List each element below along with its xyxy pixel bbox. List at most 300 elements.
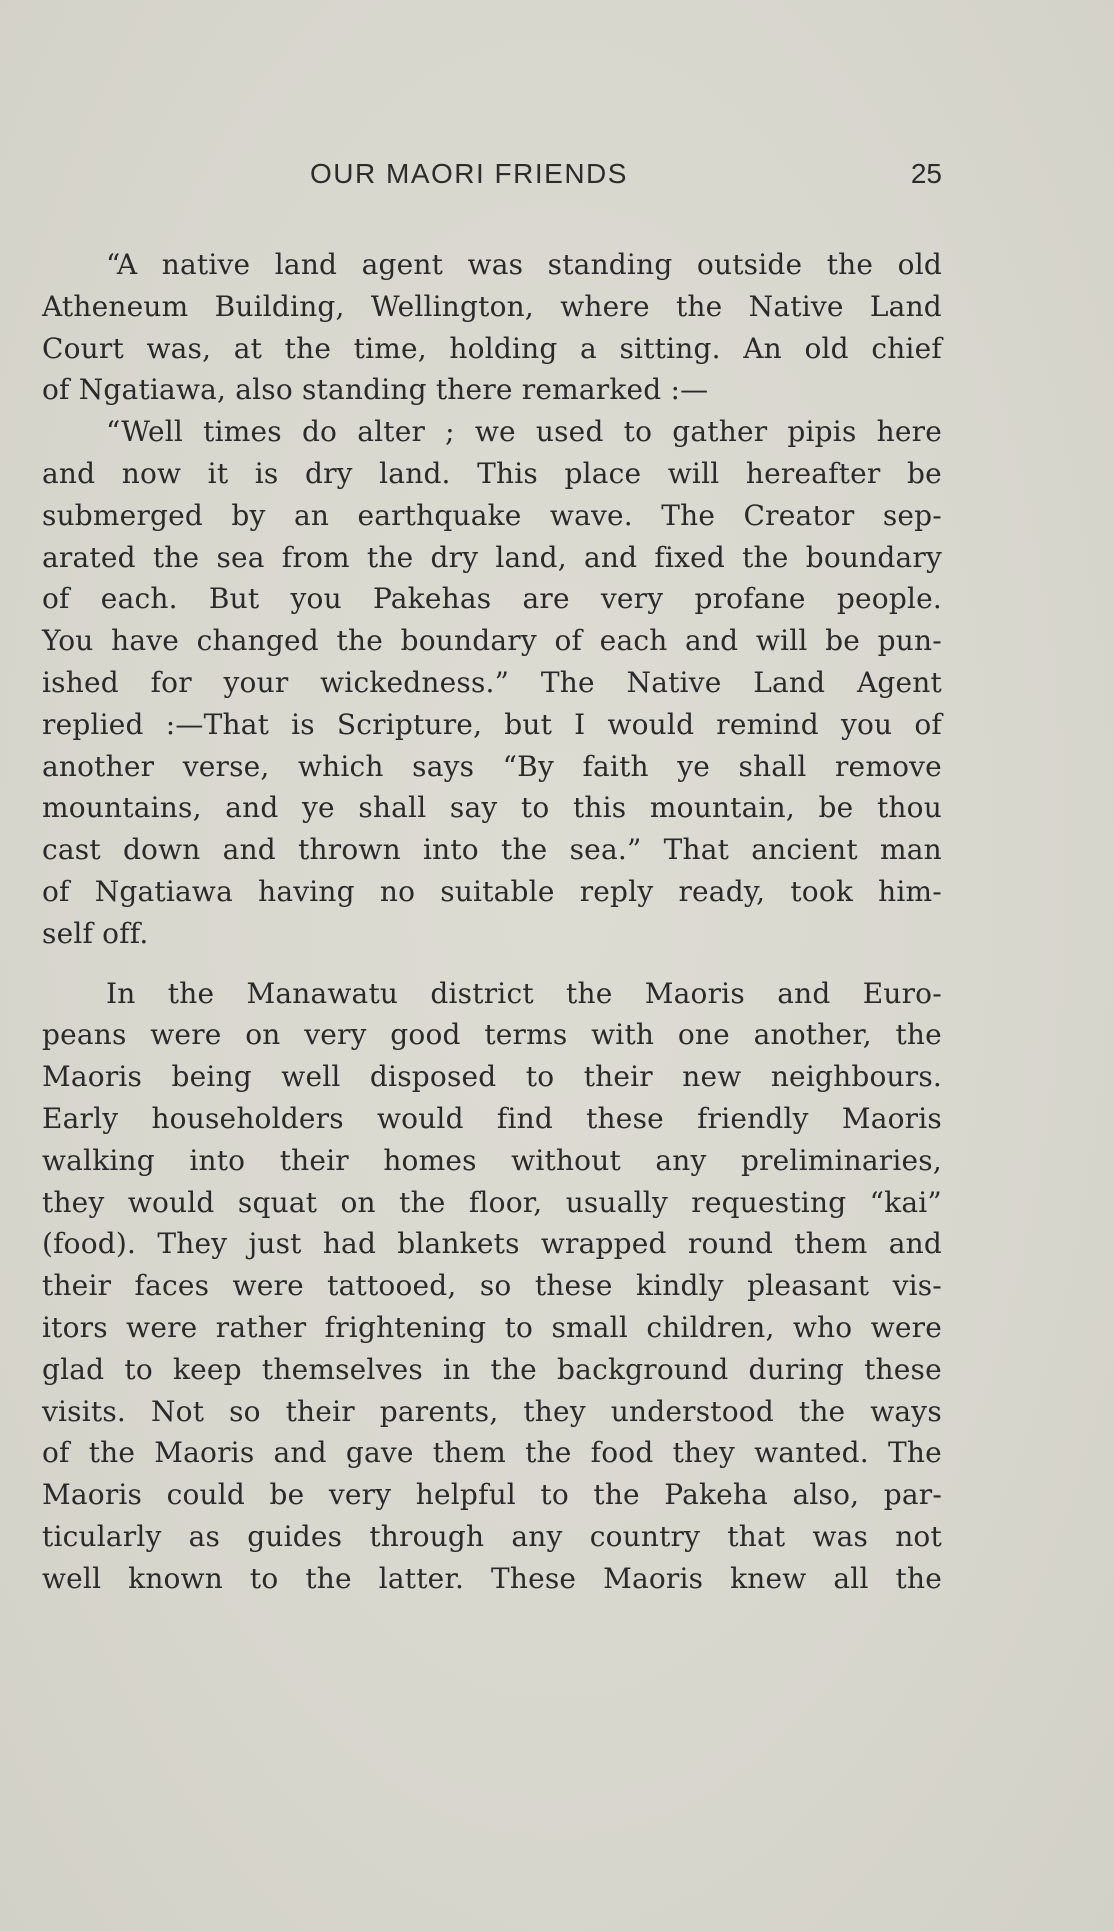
word: arated	[42, 540, 136, 574]
word: would	[376, 1101, 464, 1135]
word: during	[748, 1352, 845, 1386]
word: to	[525, 1060, 555, 1094]
word: the	[593, 1478, 640, 1512]
word: the	[366, 540, 414, 574]
paragraph	[42, 973, 942, 1600]
word: suitable	[440, 874, 555, 908]
word: land,	[495, 540, 567, 574]
word: any	[511, 1519, 563, 1553]
text-line	[42, 704, 942, 746]
text-line: of Ngatiawa, also standing there remarked :—	[42, 373, 709, 407]
word: but	[504, 707, 553, 741]
word: is	[291, 707, 315, 741]
word: glad	[42, 1352, 105, 1386]
word: agent	[361, 248, 444, 281]
word: would	[607, 707, 695, 741]
text-line	[42, 1140, 942, 1182]
word: that	[727, 1519, 786, 1553]
word: floor,	[468, 1185, 543, 1219]
text-line	[42, 328, 942, 370]
word: say	[449, 791, 498, 825]
word: old	[897, 248, 942, 281]
word: friendly	[697, 1101, 809, 1135]
word: land.	[379, 456, 451, 490]
word: we	[474, 415, 516, 449]
word: into	[189, 1143, 246, 1177]
word: cast	[42, 833, 101, 867]
text-line	[42, 286, 942, 328]
word: each	[599, 624, 668, 658]
word: their	[285, 1394, 355, 1428]
word: ways	[870, 1394, 942, 1428]
word: and	[273, 1436, 327, 1470]
word: This	[477, 456, 538, 490]
word: householders	[151, 1101, 344, 1135]
word: alter	[357, 415, 426, 449]
word: tattooed,	[327, 1269, 457, 1303]
text-line	[42, 746, 942, 788]
word: “By	[502, 749, 554, 783]
word: Land	[869, 289, 942, 323]
word: ye	[302, 791, 335, 825]
word: standing	[547, 248, 673, 281]
word: Early	[42, 1101, 119, 1135]
word: They	[157, 1227, 228, 1261]
word: food	[590, 1436, 654, 1470]
word: “kai”	[869, 1185, 942, 1219]
word: will	[667, 456, 720, 490]
word: Maoris	[42, 1060, 143, 1094]
word: were	[232, 1269, 304, 1303]
word: wave.	[549, 498, 633, 532]
word: gave	[345, 1436, 414, 1470]
text-line	[42, 1098, 942, 1140]
word: this	[572, 791, 627, 825]
word: ticularly	[42, 1519, 162, 1553]
word: by	[231, 498, 266, 532]
word: “A	[106, 248, 138, 281]
word: would	[127, 1185, 215, 1219]
word: your	[223, 665, 289, 699]
text-line	[42, 1558, 942, 1600]
word: not	[895, 1519, 942, 1553]
word: was	[467, 248, 524, 281]
word: were	[150, 1018, 222, 1052]
word: knew	[730, 1561, 807, 1595]
word: now	[121, 456, 182, 490]
word: shall	[738, 749, 807, 783]
word: these	[534, 1269, 613, 1303]
word: Agent	[856, 665, 942, 699]
text-line	[42, 620, 942, 662]
word: very	[328, 1478, 392, 1512]
word: ished	[42, 665, 119, 699]
word: the	[895, 1018, 942, 1052]
word: Native	[626, 665, 722, 699]
word: (food).	[42, 1227, 137, 1261]
word: Not	[150, 1394, 205, 1428]
word: I	[574, 707, 586, 741]
word: with	[591, 1018, 655, 1052]
word: “Well	[106, 415, 184, 449]
word: as	[188, 1519, 221, 1553]
word: district	[430, 976, 534, 1010]
word: An	[743, 331, 782, 365]
text-line	[42, 787, 942, 829]
word: another,	[753, 1018, 872, 1052]
text-line	[42, 973, 942, 1015]
word: ancient	[751, 833, 858, 867]
word: Native	[748, 289, 844, 323]
word: having	[258, 874, 355, 908]
word: Maoris	[154, 1436, 255, 1470]
word: vis-	[892, 1269, 942, 1303]
word: blankets	[397, 1227, 520, 1261]
word: for	[150, 665, 192, 699]
word: these	[864, 1352, 942, 1386]
text-line	[42, 537, 942, 579]
text-line	[42, 495, 942, 537]
word: But	[208, 582, 260, 616]
word: took	[790, 874, 854, 908]
word: were	[870, 1310, 942, 1344]
word: squat	[237, 1185, 318, 1219]
word: known	[128, 1561, 224, 1595]
word: You	[42, 624, 94, 658]
word: Court	[42, 331, 124, 365]
text-line	[42, 244, 942, 286]
word: to	[520, 791, 550, 825]
word: to	[504, 1310, 534, 1344]
word: their	[42, 1269, 112, 1303]
word: no	[379, 874, 416, 908]
word: they	[42, 1185, 105, 1219]
word: ready,	[678, 874, 766, 908]
word: wrapped	[540, 1227, 667, 1261]
word: remove	[834, 749, 942, 783]
word: terms	[484, 1018, 568, 1052]
word: do	[301, 415, 338, 449]
word: had	[322, 1227, 377, 1261]
word: was,	[146, 331, 212, 365]
word: on	[245, 1018, 281, 1052]
word: requesting	[691, 1185, 847, 1219]
text-line	[42, 453, 942, 495]
word: helpful	[415, 1478, 516, 1512]
word: pipis	[787, 415, 857, 449]
word: the	[305, 1561, 352, 1595]
word: Wellington,	[370, 289, 535, 323]
text-line	[42, 1265, 942, 1307]
word: without	[511, 1143, 621, 1177]
text-line	[42, 1056, 942, 1098]
word: all	[833, 1561, 869, 1595]
word: on	[340, 1185, 376, 1219]
word: homes	[383, 1143, 477, 1177]
word: time,	[353, 331, 427, 365]
word: usually	[565, 1185, 668, 1219]
word: and	[888, 1227, 942, 1261]
word: to	[249, 1561, 279, 1595]
text-line	[42, 1474, 942, 1516]
word: holding	[449, 331, 558, 365]
word: people.	[836, 582, 942, 616]
word: these	[586, 1101, 664, 1135]
word: be	[818, 791, 854, 825]
word: one	[677, 1018, 730, 1052]
word: man	[879, 833, 942, 867]
word: and	[583, 540, 638, 574]
word: their	[279, 1143, 349, 1177]
text-line	[42, 1391, 942, 1433]
text-line	[42, 1516, 942, 1558]
word: here	[876, 415, 942, 449]
word: an	[293, 498, 330, 532]
word: That	[663, 833, 730, 867]
word: to	[540, 1478, 569, 1512]
word: who	[792, 1310, 853, 1344]
word: be	[906, 456, 942, 490]
text-line	[42, 1307, 942, 1349]
word: just	[248, 1227, 302, 1261]
word: understood	[610, 1394, 774, 1428]
word: the	[742, 540, 789, 574]
word: them	[432, 1436, 506, 1470]
word: them	[794, 1227, 868, 1261]
text-line	[42, 411, 942, 453]
word: thou	[876, 791, 942, 825]
word: could	[166, 1478, 246, 1512]
word: preliminaries,	[740, 1143, 942, 1177]
word: the	[88, 1436, 136, 1470]
word: their	[583, 1060, 653, 1094]
word: peans	[42, 1018, 127, 1052]
word: the	[826, 248, 874, 281]
word: you	[290, 582, 342, 616]
word: they	[672, 1436, 736, 1470]
word: hereafter	[745, 456, 881, 490]
word: themselves	[261, 1352, 423, 1386]
word: being	[171, 1060, 252, 1094]
running-title: OUR MAORI FRIENDS	[310, 158, 628, 189]
word: verse,	[182, 749, 270, 783]
text-line	[42, 1349, 942, 1391]
word: says	[412, 749, 475, 783]
word: of	[914, 707, 942, 741]
word: Euro-	[862, 976, 942, 1010]
word: was	[812, 1519, 869, 1553]
word: background	[557, 1352, 729, 1386]
word: sea	[216, 540, 265, 574]
text-line	[42, 1182, 942, 1224]
word: latter.	[378, 1561, 465, 1595]
word: The	[661, 498, 716, 532]
word: another	[42, 749, 155, 783]
word: the	[490, 1352, 537, 1386]
word: dry	[304, 456, 353, 490]
word: The	[887, 1436, 942, 1470]
word: native	[161, 248, 251, 281]
word: well	[281, 1060, 341, 1094]
word: the	[152, 540, 200, 574]
word: Atheneum	[42, 289, 189, 323]
word: These	[490, 1561, 577, 1595]
word: place	[564, 456, 642, 490]
word: visits.	[42, 1394, 127, 1428]
word: dry	[430, 540, 479, 574]
text-line	[42, 578, 942, 620]
word: very	[600, 582, 664, 616]
word: where	[560, 289, 650, 323]
word: keep	[172, 1352, 242, 1386]
word: old	[804, 331, 849, 365]
word: remind	[716, 707, 819, 741]
word: well	[42, 1561, 102, 1595]
word: ;	[445, 415, 455, 449]
text-line	[42, 829, 942, 871]
word: earthquake	[357, 498, 522, 532]
word: faces	[134, 1269, 210, 1303]
word: Pakeha	[664, 1478, 769, 1512]
word: is	[254, 456, 279, 490]
word: kindly	[635, 1269, 724, 1303]
word: land	[274, 248, 338, 281]
word: from	[281, 540, 350, 574]
word: the	[284, 331, 332, 365]
text-line	[42, 662, 942, 704]
text-line: self off.	[42, 916, 149, 950]
word: small	[551, 1310, 628, 1344]
word: used	[535, 415, 604, 449]
word: were	[126, 1310, 198, 1344]
word: rather	[215, 1310, 307, 1344]
word: Scripture,	[336, 707, 483, 741]
word: of	[42, 582, 70, 616]
word: disposed	[369, 1060, 497, 1094]
word: In	[106, 976, 136, 1010]
word: mountain,	[649, 791, 796, 825]
word: submerged	[42, 498, 204, 532]
word: the	[798, 1394, 846, 1428]
word: will	[755, 624, 808, 658]
word: round	[687, 1227, 774, 1261]
word: boundary	[805, 540, 942, 574]
word: into	[422, 833, 479, 867]
text-line	[42, 1014, 942, 1056]
word: it	[207, 456, 229, 490]
word: be	[825, 624, 861, 658]
paragraph	[42, 244, 942, 411]
word: shall	[358, 791, 427, 825]
word: faith	[582, 749, 649, 783]
word: be	[269, 1478, 305, 1512]
word: times	[203, 415, 282, 449]
word: Maoris	[603, 1561, 704, 1595]
word: in	[443, 1352, 471, 1386]
word: sitting.	[619, 331, 721, 365]
word: through	[369, 1519, 485, 1553]
word: Land	[753, 665, 826, 699]
text-line	[42, 1223, 942, 1265]
text-line	[42, 871, 942, 913]
word: also,	[792, 1478, 860, 1512]
word: and	[222, 833, 276, 867]
word: Maoris	[841, 1101, 942, 1135]
word: country	[589, 1519, 701, 1553]
word: to	[623, 415, 653, 449]
word: Pakehas	[372, 582, 492, 616]
body-text	[42, 244, 942, 1600]
word: sep-	[882, 498, 942, 532]
page-number: 25	[910, 158, 942, 189]
word: a	[580, 331, 597, 365]
word: itors	[42, 1310, 108, 1344]
word: neighbours.	[770, 1060, 942, 1094]
word: you	[840, 707, 893, 741]
word: pun-	[877, 624, 942, 658]
word: the	[566, 976, 613, 1010]
word: ye	[677, 749, 711, 783]
word: thrown	[298, 833, 401, 867]
paragraph	[42, 411, 942, 954]
word: The	[540, 665, 595, 699]
word: Maoris	[42, 1478, 143, 1512]
word: to	[124, 1352, 153, 1386]
word: so	[229, 1394, 261, 1428]
word: replied	[42, 707, 144, 741]
word: any	[655, 1143, 707, 1177]
word: par-	[883, 1478, 942, 1512]
word: the	[675, 289, 723, 323]
word: of	[42, 1436, 70, 1470]
word: sea.”	[569, 833, 642, 867]
word: outside	[696, 248, 803, 281]
word: guides	[247, 1519, 343, 1553]
word: frightening	[324, 1310, 487, 1344]
word: reply	[579, 874, 654, 908]
word: find	[496, 1101, 553, 1135]
word: each.	[100, 582, 178, 616]
word: they	[523, 1394, 586, 1428]
word: the	[336, 624, 383, 658]
word: and	[777, 976, 831, 1010]
word: have	[111, 624, 180, 658]
word: wanted.	[754, 1436, 869, 1470]
paragraph-gap	[42, 955, 942, 973]
word: Manawatu	[246, 976, 399, 1010]
word: wickedness.”	[320, 665, 510, 699]
word: and	[42, 456, 96, 490]
word: new	[682, 1060, 742, 1094]
word: good	[390, 1018, 461, 1052]
word: Building,	[214, 289, 345, 323]
word: very	[304, 1018, 367, 1052]
word: parents,	[379, 1394, 499, 1428]
word: him-	[878, 874, 942, 908]
word: boundary	[400, 624, 537, 658]
word: Ngatiawa	[94, 874, 233, 908]
word: which	[298, 749, 384, 783]
text-line	[42, 1432, 942, 1474]
word: the	[167, 976, 215, 1010]
word: children,	[646, 1310, 775, 1344]
word: the	[525, 1436, 572, 1470]
word: chief	[871, 331, 942, 365]
word: gather	[672, 415, 768, 449]
word: at	[233, 331, 263, 365]
word: fixed	[654, 540, 725, 574]
word: Creator	[743, 498, 855, 532]
